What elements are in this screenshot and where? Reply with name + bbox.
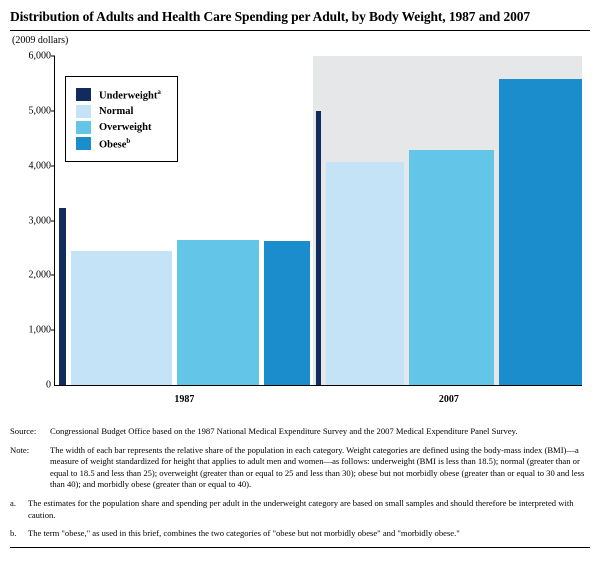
y-axis-tick-mark [51, 330, 55, 331]
note-text: Congressional Budget Office based on the 1987 National Medical Expenditure Survey and the 2007 Medical Expenditure Panel Survey. [50, 426, 518, 436]
y-axis-tick-mark [51, 110, 55, 111]
note-row [10, 426, 590, 438]
bar-underweight-1987 [59, 208, 66, 385]
y-axis-tick-mark [51, 275, 55, 276]
note-text: The estimates for the population share and spending per adult in the underweight category are based on small samples and should therefore be interpreted with caution. [28, 497, 574, 520]
legend-item [76, 105, 161, 118]
y-axis-tick-label: 3,000 [28, 215, 51, 226]
note-text: The term "obese," as used in this brief, combines the two categories of "obese but not morbidly obese" and "morbidly obese." [28, 528, 460, 539]
legend-label-overweight: Overweight [99, 121, 152, 133]
bar-obese-1987 [264, 241, 310, 385]
note-key: Source: [10, 426, 37, 436]
y-axis-tick-label: 1,000 [28, 324, 51, 336]
notes-block [10, 426, 590, 540]
note-text: The width of each bar represents the relative share of the population in each category. Weight categories are defined using the body-mass index (BMI)—a measure of weight standardized for height that applies to adult men and women—as follows: underweight (BMI is less than 18.5); normal (greater than or equal to 18.5 and less than 25); overweight (greater than or equal to 25 and less than 30); obese but not morbidly obese (greater than or equal to 30 and less than 40); and morbidly obese (greater than or equal to 40). [50, 444, 585, 490]
note-key: a. [10, 497, 16, 508]
legend-swatch-obese [76, 137, 91, 150]
legend-item [76, 121, 161, 134]
note-row [10, 445, 590, 491]
y-axis-tick-mark [51, 56, 55, 57]
legend-swatch-normal [76, 105, 91, 118]
legend-label-obese: Obese$^b$ [99, 136, 131, 150]
bar-overweight-2007 [409, 150, 494, 385]
x-axis-group-label: 2007 [438, 394, 459, 405]
legend-label-underweight: Underweight$^a$ [99, 88, 161, 102]
bar-underweight-2007 [316, 111, 321, 385]
title-divider [10, 30, 590, 31]
legend-swatch-underweight [76, 88, 91, 101]
y-axis-units-label: (2009 dollars) [12, 35, 69, 46]
note-row [10, 498, 590, 521]
y-axis-tick-label: 2,000 [28, 269, 51, 281]
legend-item [76, 137, 161, 151]
chart-legend [65, 76, 178, 162]
bar-normal-1987 [71, 251, 172, 385]
note-row [10, 528, 590, 540]
y-axis-tick-label: 0 [46, 379, 51, 391]
bar-overweight-1987 [177, 240, 258, 385]
bar-normal-2007 [326, 162, 404, 385]
bottom-divider [10, 547, 590, 548]
y-axis-tick-label: 4,000 [28, 160, 51, 172]
note-key: b. [10, 528, 17, 539]
y-axis-tick-mark [51, 165, 55, 166]
page-title: Distribution of Adults and Health Care Spending per Adult, by Body Weight, 1987 and 2007 [10, 9, 531, 24]
x-axis-group-label: 1987 [174, 394, 195, 405]
y-axis-tick-label: 6,000 [28, 50, 51, 62]
legend-swatch-overweight [76, 121, 91, 134]
chart-area [10, 48, 590, 420]
bar-obese-2007 [499, 79, 582, 385]
legend-item [76, 88, 161, 102]
y-axis-tick-mark [51, 220, 55, 221]
legend-label-normal: Normal [99, 105, 134, 117]
y-axis-tick-label: 5,000 [28, 105, 51, 117]
note-key: Note: [10, 444, 30, 455]
